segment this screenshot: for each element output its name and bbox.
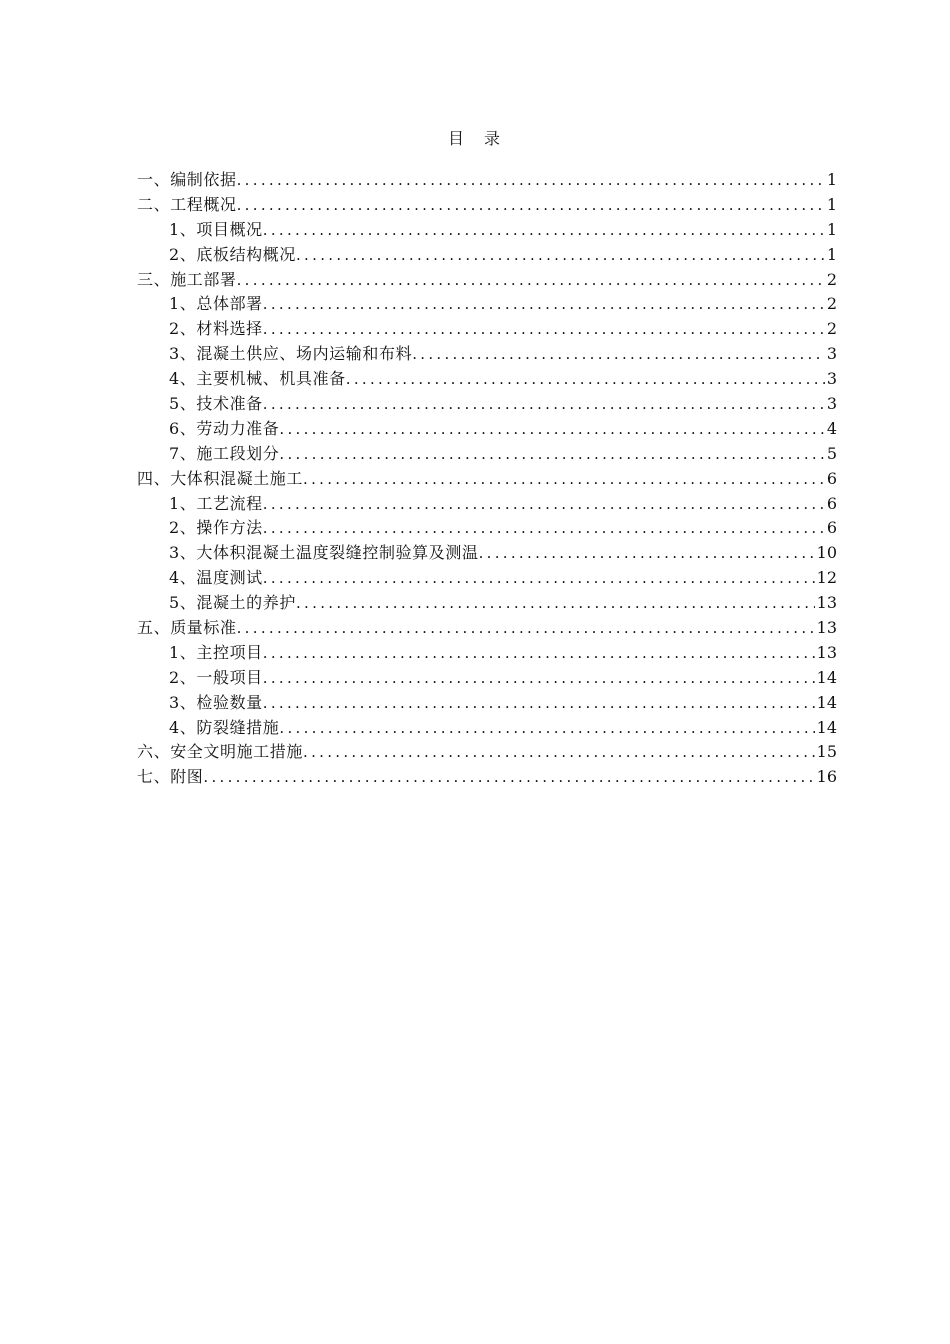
toc-entry[interactable] xyxy=(137,193,837,218)
toc-entry[interactable] xyxy=(137,616,837,641)
toc-entry-label: 4、温度测试 xyxy=(169,568,263,588)
toc-entry[interactable] xyxy=(137,367,837,392)
toc-entry[interactable] xyxy=(137,666,837,691)
toc-entry[interactable] xyxy=(137,541,837,566)
toc-dot-leader xyxy=(237,168,825,193)
toc-entry-label: 3、大体积混凝土温度裂缝控制验算及测温 xyxy=(169,543,479,563)
toc-dot-leader xyxy=(296,591,815,616)
toc-entry[interactable] xyxy=(137,492,837,517)
toc-entry-page: 16 xyxy=(816,767,837,787)
toc-entry[interactable] xyxy=(137,691,837,716)
toc-entry-label: 4、主要机械、机具准备 xyxy=(169,369,346,389)
toc-entry-label: 7、施工段划分 xyxy=(169,443,280,463)
toc-dot-leader xyxy=(203,765,814,790)
toc-entry-page: 6 xyxy=(826,518,837,538)
toc-dot-leader xyxy=(303,467,825,492)
toc-entry-page: 2 xyxy=(826,319,837,339)
toc-entry-label: 2、材料选择 xyxy=(169,319,263,339)
toc-entry[interactable] xyxy=(137,392,837,417)
toc-entry-label: 二、工程概况 xyxy=(137,194,237,214)
toc-entry-page: 13 xyxy=(816,593,837,613)
toc-entry[interactable] xyxy=(137,566,837,591)
toc-entry-label: 一、编制依据 xyxy=(137,169,237,189)
toc-entry-page: 3 xyxy=(826,394,837,413)
toc-title: 目 录 xyxy=(447,129,502,148)
toc-entry-page: 6 xyxy=(826,468,837,488)
toc-entry-page: 12 xyxy=(816,568,837,588)
toc-entry-page: 2 xyxy=(826,269,837,289)
toc-dot-leader xyxy=(303,740,815,765)
toc-entry-label: 1、工艺流程 xyxy=(169,493,263,513)
table-of-contents xyxy=(137,168,837,790)
toc-entry-label: 5、混凝土的养护 xyxy=(169,593,296,613)
toc-dot-leader xyxy=(237,268,825,293)
toc-dot-leader xyxy=(279,442,824,467)
toc-entry-label: 六、安全文明施工措施 xyxy=(137,742,304,762)
toc-entry[interactable] xyxy=(137,591,837,616)
toc-entry-page: 1 xyxy=(826,244,837,264)
toc-entry-page: 5 xyxy=(826,443,837,463)
toc-dot-leader xyxy=(263,691,815,716)
toc-entry-page: 1 xyxy=(826,169,837,189)
toc-entry-label: 三、施工部署 xyxy=(137,269,237,289)
toc-entry[interactable] xyxy=(137,243,837,268)
toc-entry[interactable] xyxy=(137,641,837,666)
toc-dot-leader xyxy=(296,243,825,268)
toc-entry[interactable] xyxy=(137,716,837,741)
toc-entry-label: 五、质量标准 xyxy=(137,618,237,638)
toc-entry[interactable] xyxy=(137,218,837,243)
toc-entry-page: 13 xyxy=(816,642,837,662)
toc-entry-label: 1、主控项目 xyxy=(169,642,263,662)
toc-dot-leader xyxy=(263,666,815,691)
toc-dot-leader xyxy=(237,616,815,641)
toc-dot-leader xyxy=(263,516,825,541)
toc-entry-label: 2、底板结构概况 xyxy=(169,244,296,264)
toc-entry[interactable] xyxy=(137,740,837,765)
toc-entry[interactable] xyxy=(137,268,837,293)
toc-entry-page: 1 xyxy=(826,194,837,214)
toc-entry-page: 14 xyxy=(816,692,837,712)
toc-entry-label: 5、技术准备 xyxy=(169,394,263,413)
toc-entry-label: 七、附图 xyxy=(137,767,204,787)
toc-entry-label: 4、防裂缝措施 xyxy=(169,717,280,737)
toc-dot-leader xyxy=(279,716,814,741)
toc-dot-leader xyxy=(479,541,815,566)
toc-dot-leader xyxy=(263,317,825,342)
toc-dot-leader xyxy=(279,417,824,442)
toc-entry-label: 1、总体部署 xyxy=(169,294,263,314)
toc-entry[interactable] xyxy=(137,292,837,317)
toc-entry[interactable] xyxy=(137,765,837,790)
toc-entry-page: 3 xyxy=(826,344,837,364)
toc-entry-page: 15 xyxy=(816,742,837,762)
toc-entry-page: 14 xyxy=(816,717,837,737)
toc-dot-leader xyxy=(263,292,825,317)
toc-entry-page: 6 xyxy=(826,493,837,513)
toc-entry-label: 6、劳动力准备 xyxy=(169,418,280,438)
toc-entry-label: 2、一般项目 xyxy=(169,667,263,687)
toc-entry[interactable] xyxy=(137,467,837,492)
toc-entry-page: 13 xyxy=(816,618,837,638)
toc-entry-page: 1 xyxy=(826,219,837,239)
toc-dot-leader xyxy=(412,342,825,367)
toc-entry-label: 1、项目概况 xyxy=(169,219,263,239)
toc-dot-leader xyxy=(346,367,825,392)
toc-entry-page: 4 xyxy=(826,418,837,438)
toc-dot-leader xyxy=(263,392,825,417)
toc-entry[interactable] xyxy=(137,317,837,342)
toc-entry-label: 3、检验数量 xyxy=(169,692,263,712)
toc-entry-page: 3 xyxy=(826,369,837,389)
toc-entry-page: 14 xyxy=(816,667,837,687)
toc-entry-label: 3、混凝土供应、场内运输和布料 xyxy=(169,344,413,364)
toc-dot-leader xyxy=(263,218,825,243)
toc-dot-leader xyxy=(263,641,815,666)
toc-entry-page: 2 xyxy=(826,294,837,314)
toc-dot-leader xyxy=(237,193,825,218)
toc-entry[interactable] xyxy=(137,442,837,467)
toc-entry[interactable] xyxy=(137,342,837,367)
toc-entry[interactable] xyxy=(137,417,837,442)
toc-entry[interactable] xyxy=(137,168,837,193)
toc-entry[interactable] xyxy=(137,516,837,541)
toc-dot-leader xyxy=(263,492,825,517)
toc-dot-leader xyxy=(263,566,815,591)
toc-entry-page: 10 xyxy=(816,543,837,563)
toc-entry-label: 四、大体积混凝土施工 xyxy=(137,468,304,488)
toc-entry-label: 2、操作方法 xyxy=(169,518,263,538)
